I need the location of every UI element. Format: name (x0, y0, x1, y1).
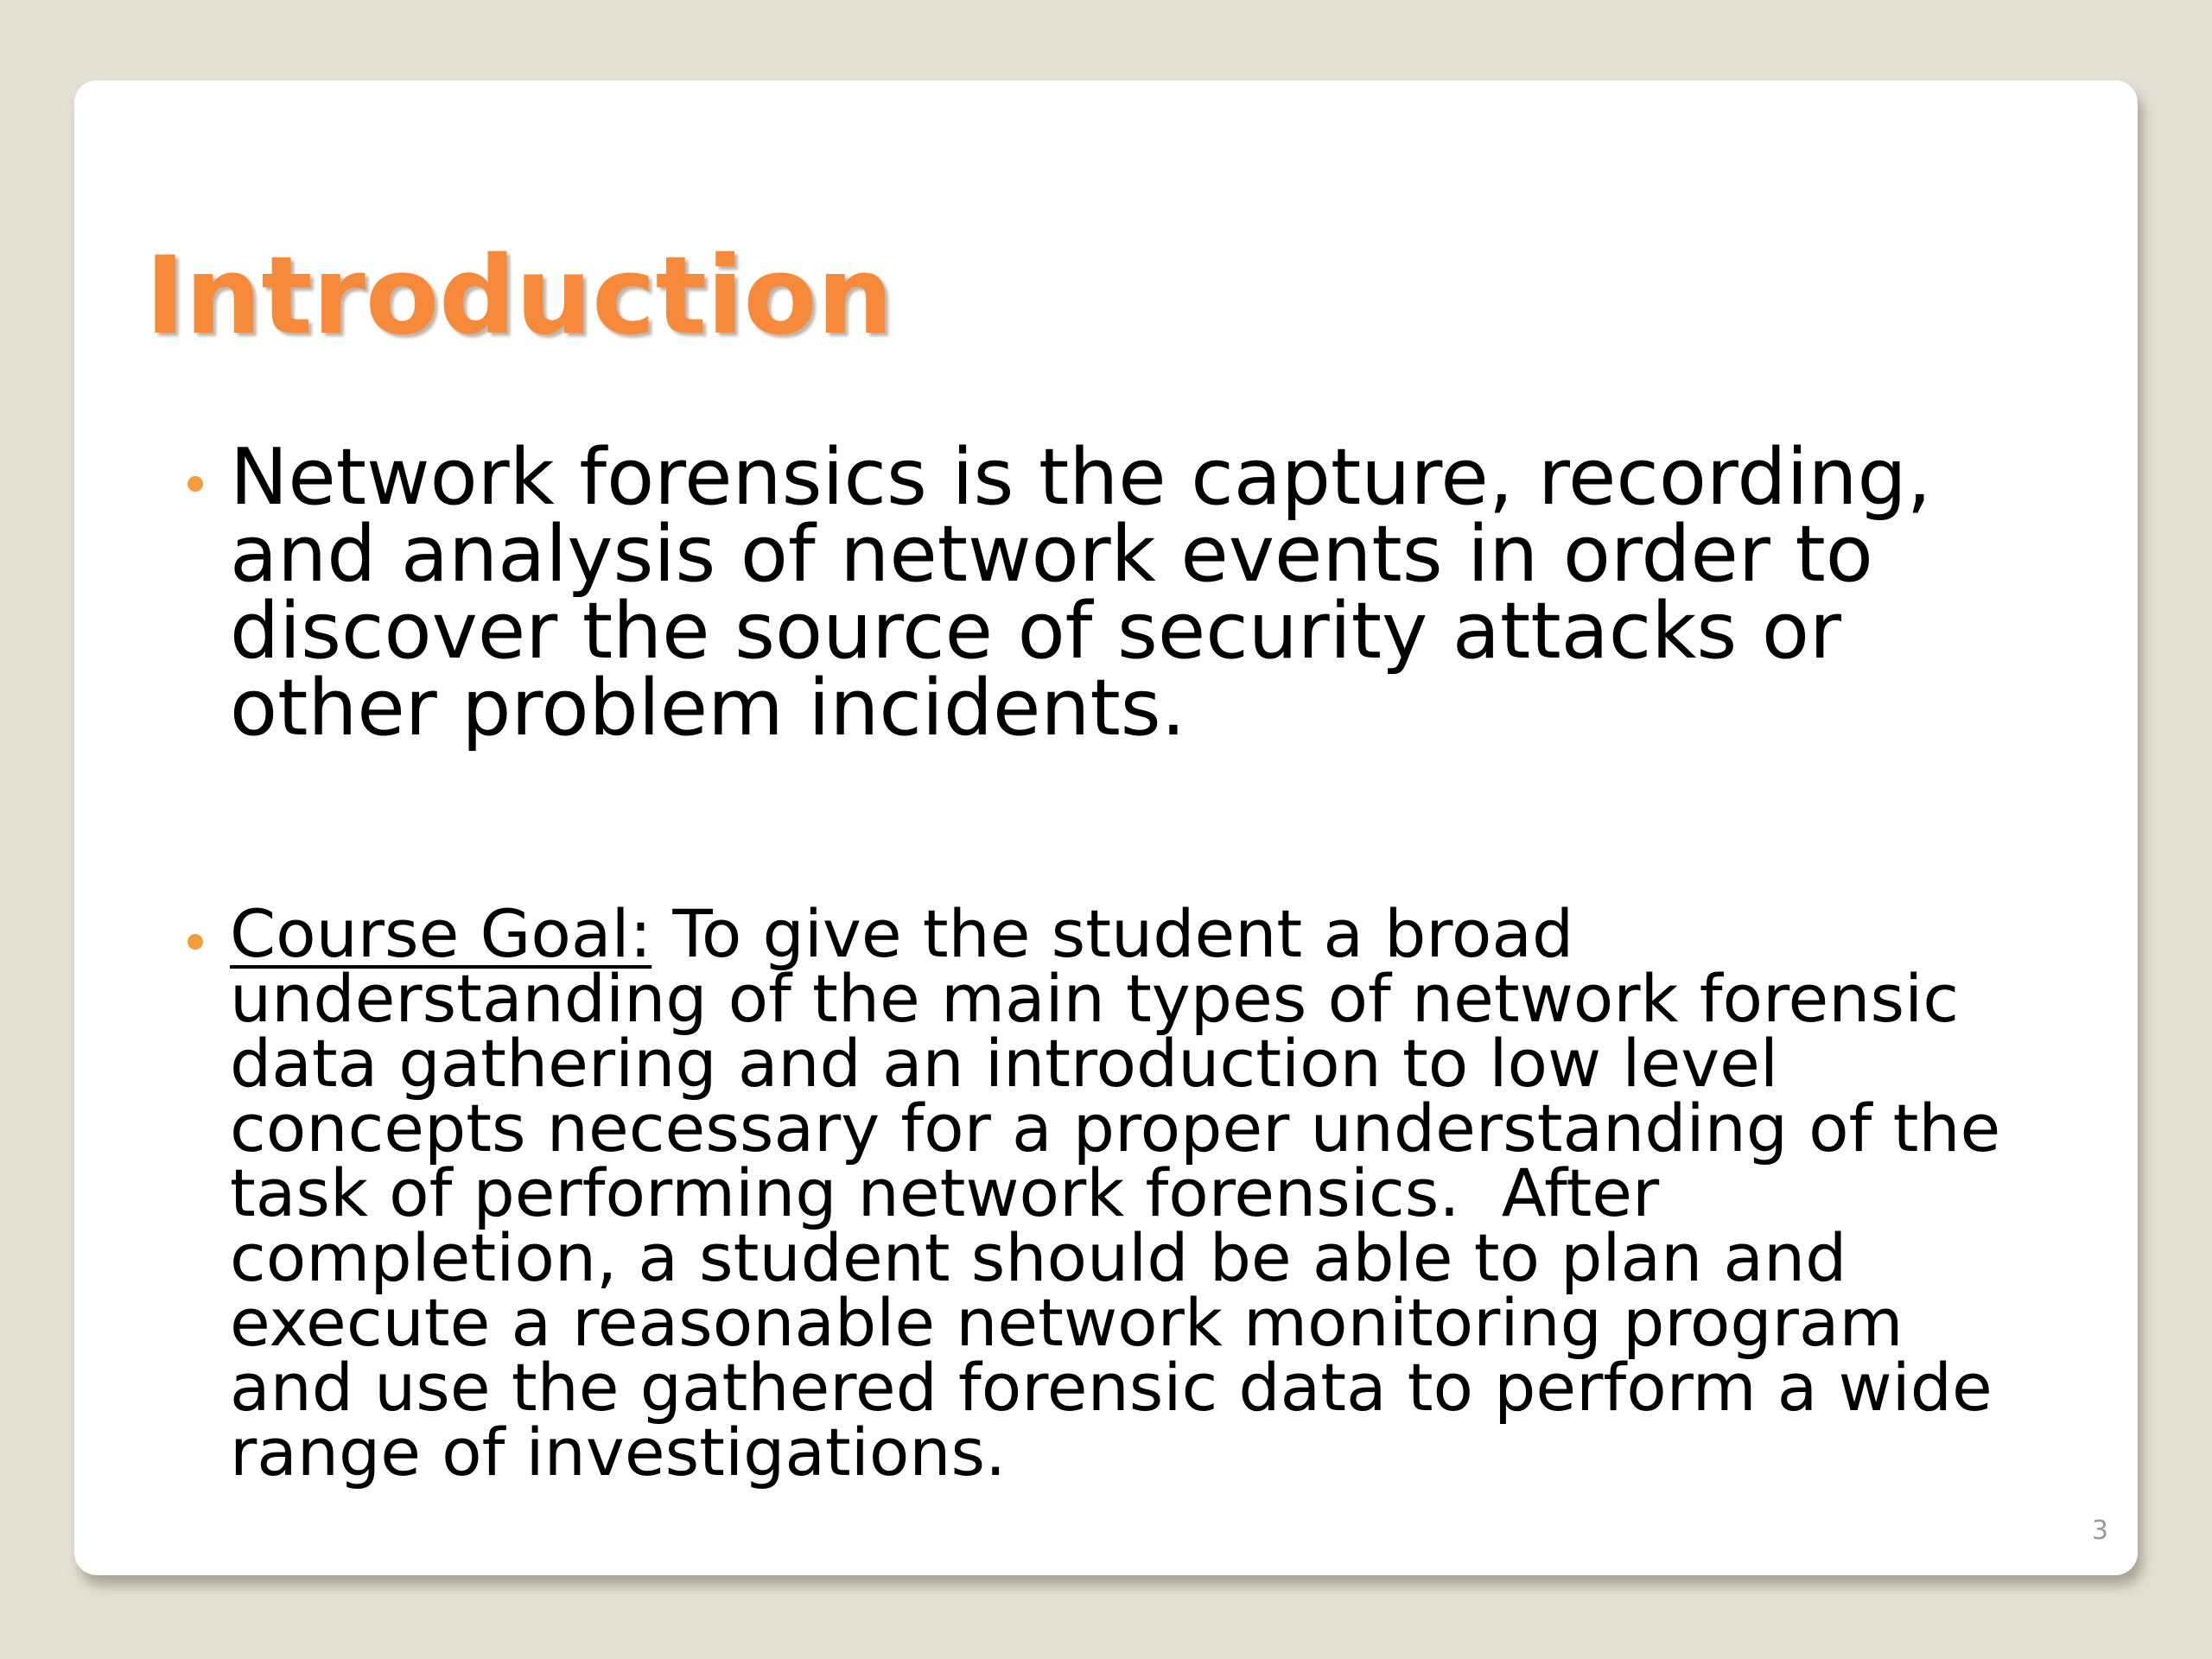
bullet-text (230, 895, 2157, 1491)
bullet-dot-icon (188, 476, 203, 492)
bullet-text: Network forensics is the capture, recording, and analysis of network events in order to discover the source of security attacks or other problem incidents. (230, 432, 1932, 753)
slide (74, 80, 2138, 1575)
bullet-item-definition (230, 432, 2157, 753)
bullet-dot-icon (188, 934, 203, 950)
bullet-item-course-goal (230, 895, 2157, 1491)
course-goal-text: To give the student a broad understanding of the main types of network forensic data gathering and an introduction to low level concepts necessary for a proper understanding of the task of performing network forensics. After completion, a student should be able to plan and execute a reasonable network monitoring program and use the gathered forensic data to perform a wide range of investigations. (230, 895, 2001, 1491)
course-goal-label: Course Goal: (230, 895, 652, 972)
page-number: 3 (2091, 1516, 2108, 1546)
slide-title: Introduction (145, 234, 893, 359)
